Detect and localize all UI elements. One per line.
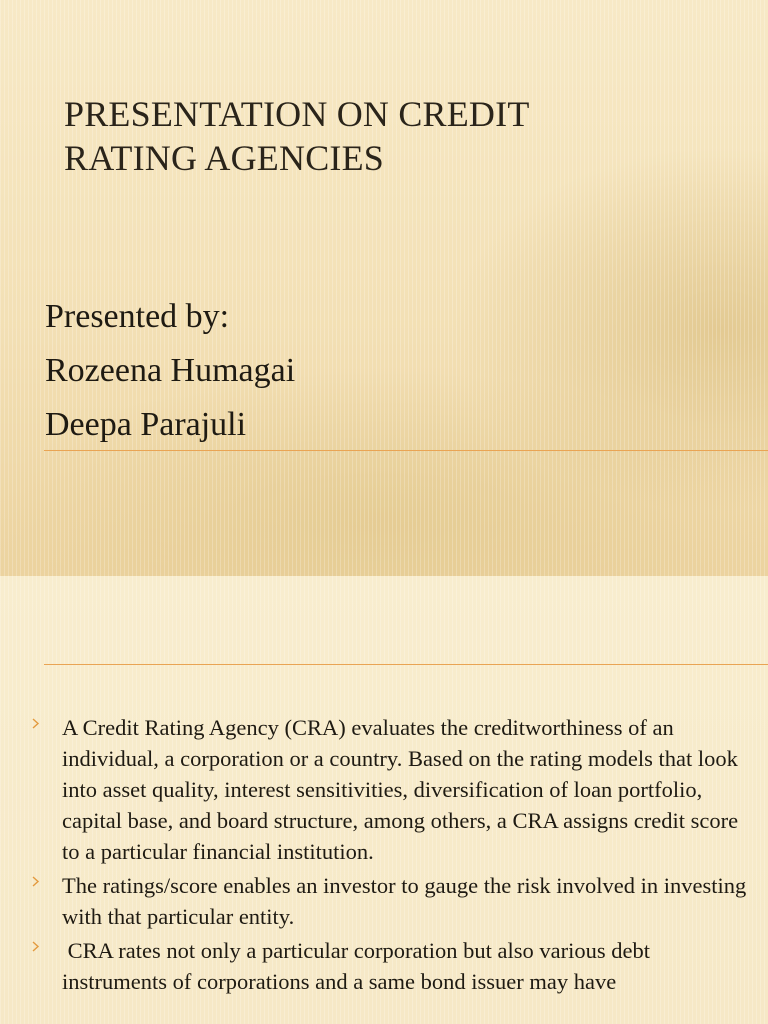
presenter-name-1: Rozeena Humagai: [45, 352, 296, 389]
divider-line: [44, 450, 768, 451]
bullet-arrow-icon: [32, 718, 40, 729]
presenters-block: [45, 290, 645, 452]
bullet-list: [30, 712, 755, 1000]
list-item: [30, 935, 755, 997]
bullet-text: CRA rates not only a particular corporation but also various debt instruments of corporations and a same bond issuer may have: [62, 938, 656, 994]
bullet-text: A Credit Rating Agency (CRA) evaluates the creditworthiness of an individual, a corporation or a country. Based on the rating models that look into asset quality, interest sensitivities, diversification of loan portfolio, capital base, and board structure, among others, a CRA assigns credit score to a particular financial institution.: [62, 715, 739, 864]
bullet-arrow-icon: [32, 941, 40, 952]
presenter-name-2: Deepa Parajuli: [45, 406, 247, 443]
slide-title-line-2: RATING AGENCIES: [64, 138, 385, 178]
list-item: [30, 870, 755, 932]
bullet-arrow-icon: [32, 876, 40, 887]
slide-title-line-1: PRESENTATION ON CREDIT: [64, 94, 530, 134]
content-slide: [0, 576, 768, 1024]
slide-title: [64, 92, 724, 180]
bullet-text: The ratings/score enables an investor to gauge the risk involved in investing with that particular entity.: [62, 873, 747, 929]
divider-line: [44, 664, 768, 665]
list-item: [30, 712, 755, 867]
presented-by-label: Presented by:: [45, 298, 230, 335]
